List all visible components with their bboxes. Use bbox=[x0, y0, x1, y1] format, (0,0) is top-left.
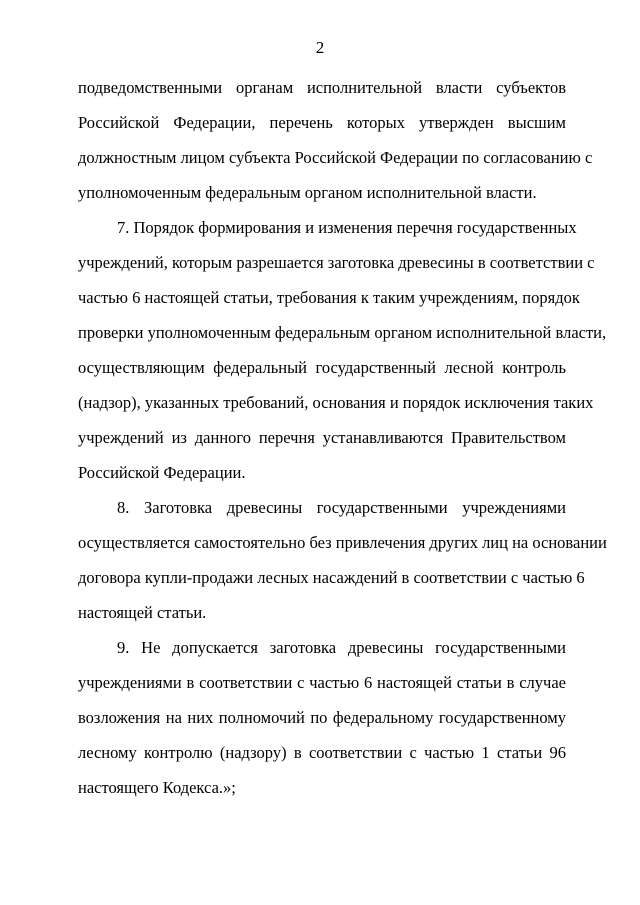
text-line: осуществляющим федеральный государственный лесной контроль bbox=[78, 358, 566, 377]
text-line: 9. Не допускается заготовка древесины государственными bbox=[117, 638, 566, 657]
text-line: 8. Заготовка древесины государственными учреждениями bbox=[117, 498, 566, 517]
text-line: осуществляется самостоятельно без привлечения других лиц на основании bbox=[78, 533, 607, 552]
page-number: 2 bbox=[315, 38, 325, 57]
text-line: должностным лицом субъекта Российской Федерации по согласованию с bbox=[78, 148, 593, 167]
text-line: настоящего Кодекса.»; bbox=[78, 778, 236, 797]
text-line: подведомственными органам исполнительной власти субъектов bbox=[78, 78, 566, 97]
text-line: лесному контролю (надзору) в соответствии с частью 1 статьи 96 bbox=[78, 743, 566, 762]
text-line: учреждениями в соответствии с частью 6 настоящей статьи в случае bbox=[78, 673, 566, 692]
text-line: настоящей статьи. bbox=[78, 603, 207, 622]
text-line: уполномоченным федеральным органом исполнительной власти. bbox=[78, 183, 537, 202]
text-line: проверки уполномоченным федеральным органом исполнительной власти, bbox=[78, 323, 607, 342]
text-line: Российской Федерации. bbox=[78, 463, 246, 482]
text-line: Российской Федерации, перечень которых утвержден высшим bbox=[78, 113, 566, 132]
text-line: (надзор), указанных требований, основания и порядок исключения таких bbox=[78, 393, 594, 412]
text-line: возложения на них полномочий по федеральному государственному bbox=[78, 708, 566, 727]
text-line: договора купли-продажи лесных насаждений в соответствии с частью 6 bbox=[78, 568, 585, 587]
text-line: частью 6 настоящей статьи, требования к таким учреждениям, порядок bbox=[78, 288, 580, 307]
text-line: учреждений из данного перечня устанавливаются Правительством bbox=[78, 428, 566, 447]
text-line: учреждений, которым разрешается заготовка древесины в соответствии с bbox=[78, 253, 595, 272]
text-line: 7. Порядок формирования и изменения перечня государственных bbox=[117, 218, 577, 237]
